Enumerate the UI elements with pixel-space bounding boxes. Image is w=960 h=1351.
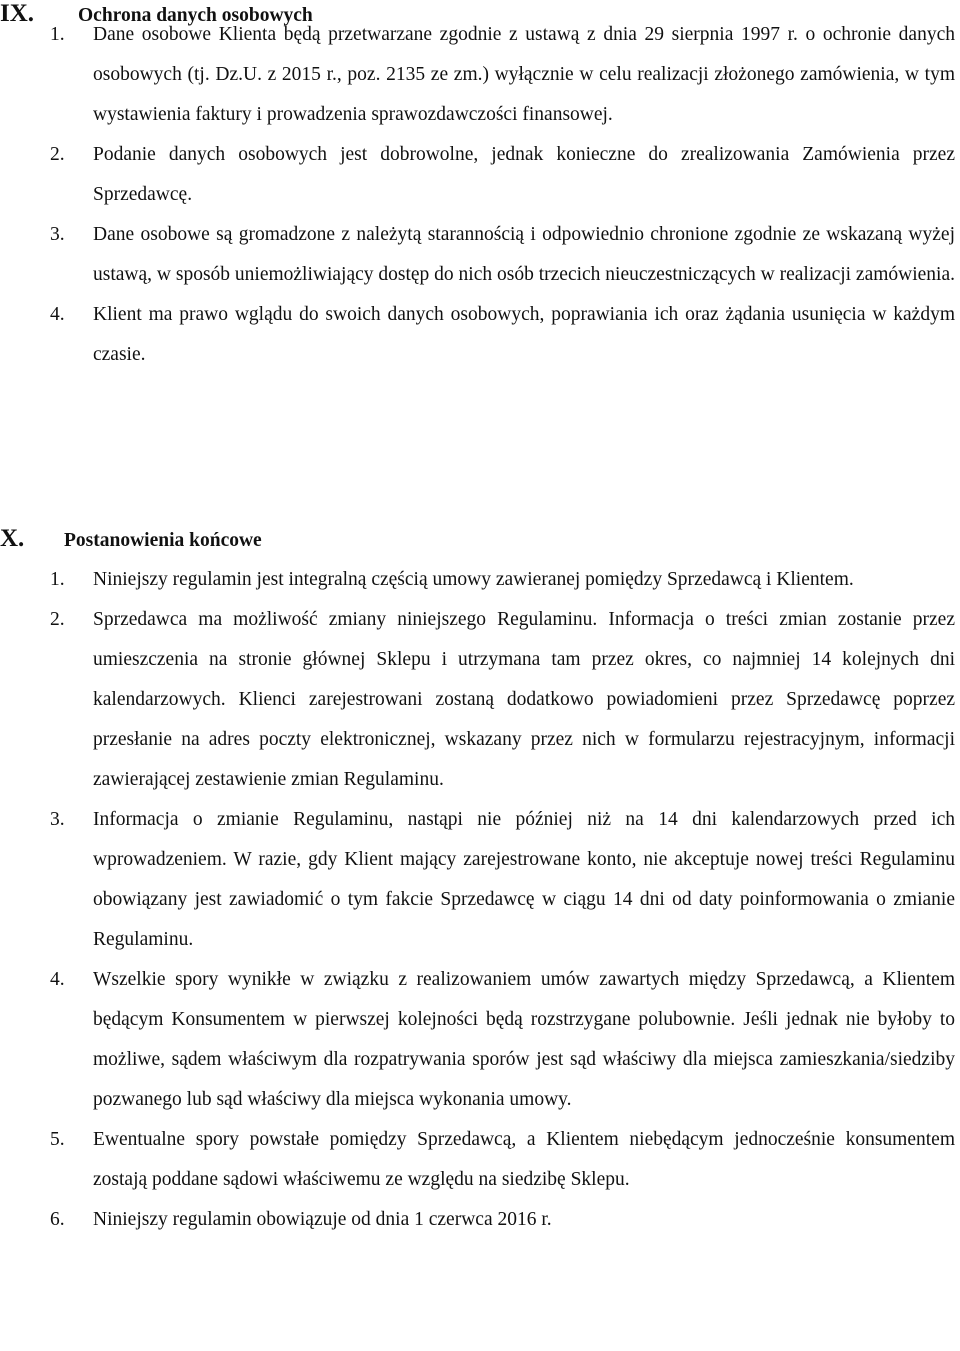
- item-text: Dane osobowe są gromadzone z należytą starannością i odpowiednio chronione zgodnie ze wskazaną wyżej ustawą, w sposób uniemożliwiający dostęp do nich osób trzecich nieuczestniczących w realizacji zamówienia.: [93, 224, 956, 285]
- item-number: 3.: [50, 809, 65, 830]
- item-text: Informacja o zmianie Regulaminu, nastąpi nie później niż na 14 dni kalendarzowych przed ich wprowadzeniem. W razie, gdy Klient mający zarejestrowane konto, nie akceptuje nowej treści Regulaminu obowiązany jest zawiadomić o tym fakcie Sprzedawcę w ciągu 14 dni od daty poinformowania o zmianie Regulaminu.: [93, 809, 955, 950]
- item-number: 2.: [50, 609, 65, 630]
- item-number: 6.: [50, 1209, 65, 1230]
- section-ix-list: [0, 15, 960, 375]
- list-item: [0, 15, 960, 135]
- item-number: 2.: [50, 144, 65, 165]
- item-number: 5.: [50, 1129, 65, 1150]
- item-number: 1.: [50, 24, 65, 45]
- list-item: [0, 600, 960, 800]
- section-title: Postanowienia końcowe: [64, 530, 262, 551]
- section-title: Ochrona danych osobowych: [78, 5, 313, 26]
- item-text: Klient ma prawo wglądu do swoich danych osobowych, poprawiania ich oraz żądania usunięcia w każdym czasie.: [93, 304, 955, 365]
- list-item: [0, 295, 960, 375]
- section-numeral: IX.: [0, 0, 35, 27]
- section-x-list: [0, 560, 960, 1240]
- item-text: Niniejszy regulamin obowiązuje od dnia 1 czerwca 2016 r.: [93, 1209, 552, 1230]
- list-item: [0, 215, 960, 295]
- item-text: Podanie danych osobowych jest dobrowolne, jednak konieczne do zrealizowania Zamówienia przez Sprzedawcę.: [93, 144, 955, 205]
- list-item: [0, 960, 960, 1120]
- item-text: Dane osobowe Klienta będą przetwarzane zgodnie z ustawą z dnia 29 sierpnia 1997 r. o ochronie danych osobowych (tj. Dz.U. z 2015 r., poz. 2135 ze zm.) wyłącznie w celu realizacji złożonego zamówienia, w tym wystawienia faktury i prowadzenia sprawozdawczości finansowej.: [93, 24, 955, 125]
- list-item: [0, 1120, 960, 1200]
- list-item: [0, 560, 960, 600]
- item-text: Niniejszy regulamin jest integralną częścią umowy zawieranej pomiędzy Sprzedawcą i Klientem.: [93, 569, 854, 590]
- item-text: Wszelkie spory wynikłe w związku z realizowaniem umów zawartych między Sprzedawcą, a Klientem będącym Konsumentem w pierwszej kolejności będą rozstrzygane polubownie. Jeśli jednak nie byłoby to możliwe, sądem właściwym dla rozpatrywania sporów jest sąd właściwy dla miejsca zamieszkania/siedziby pozwanego lub sąd właściwy dla miejsca wykonania umowy.: [93, 969, 955, 1110]
- list-item: [0, 800, 960, 960]
- section-numeral: X.: [0, 525, 25, 552]
- item-number: 3.: [50, 224, 65, 245]
- section-heading-x: [0, 519, 262, 561]
- item-number: 4.: [50, 969, 65, 990]
- item-number: 4.: [50, 304, 65, 325]
- item-text: Ewentualne spory powstałe pomiędzy Sprzedawcą, a Klientem niebędącym jednocześnie konsumentem zostają poddane sądowi właściwemu ze względu na siedzibę Sklepu.: [93, 1129, 955, 1190]
- list-item: [0, 1200, 960, 1240]
- item-text: Sprzedawca ma możliwość zmiany niniejszego Regulaminu. Informacja o treści zmian zostanie przez umieszczenia na stronie głównej Sklepu i utrzymana tam przez okres, co najmniej 14 kolejnych dni kalendarzowych. Klienci zarejestrowani zostaną dodatkowo powiadomieni przez Sprzedawcę poprzez przesłanie na adres poczty elektronicznej, wskazany przez nich w formularzu rejestracyjnym, informacji zawierającej zestawienie zmian Regulaminu.: [93, 609, 955, 790]
- list-item: [0, 135, 960, 215]
- item-number: 1.: [50, 569, 65, 590]
